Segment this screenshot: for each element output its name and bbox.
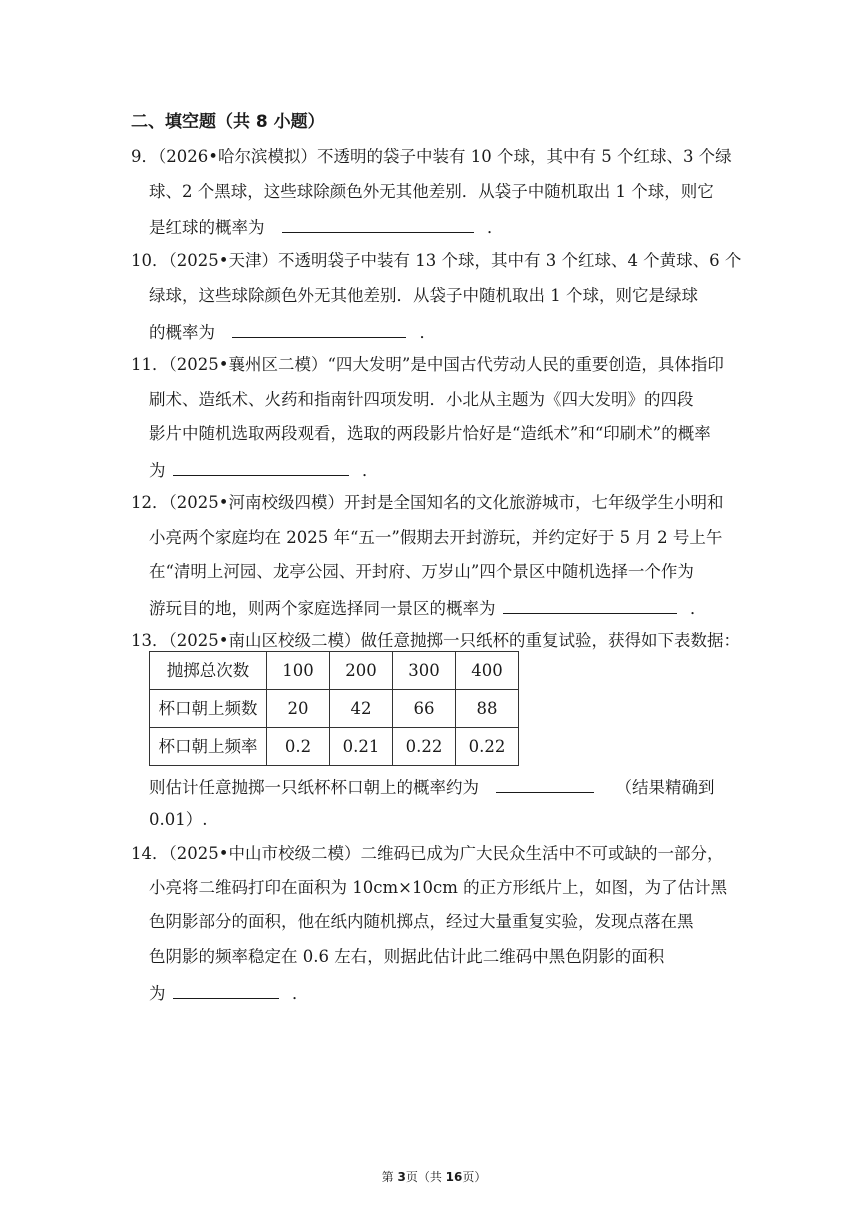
footer-total-pages: 16 bbox=[445, 1170, 463, 1184]
q12-period: ． bbox=[690, 599, 707, 618]
section-title: 二、填空题（共 8 小题） bbox=[131, 112, 325, 132]
table-cell: 0.22 bbox=[456, 728, 519, 766]
table-cell: 0.2 bbox=[267, 728, 330, 766]
q12-line-4 bbox=[149, 595, 707, 621]
table-cell: 88 bbox=[456, 690, 519, 728]
q9-line-3-text: 是红球的概率为 bbox=[149, 218, 265, 237]
q10-line-1: 10．（2025•天津）不透明袋子中装有 13 个球，其中有 3 个红球、4 个黄球、6 个 bbox=[131, 251, 742, 270]
q13-precision-note: （结果精确到 bbox=[615, 778, 715, 797]
table-cell: 20 bbox=[267, 690, 330, 728]
q11-line-2: 刷术、造纸术、火药和指南针四项发明．小北从主题为《四大发明》的四段 bbox=[149, 390, 694, 409]
q11-line-3: 影片中随机选取两段观看，选取的两段影片恰好是“造纸术”和“印刷术”的概率 bbox=[149, 424, 711, 443]
q11-line-1: 11．（2025•襄州区二模）“四大发明”是中国古代劳动人民的重要创造，具体指印 bbox=[131, 355, 724, 374]
q14-period: ． bbox=[292, 984, 309, 1003]
q11-period: ． bbox=[362, 461, 379, 480]
table-cell: 100 bbox=[267, 652, 330, 690]
q12-line-4-text: 游玩目的地，则两个家庭选择同一景区的概率为 bbox=[149, 599, 496, 618]
q9-answer-blank[interactable] bbox=[282, 214, 474, 233]
table-cell: 66 bbox=[393, 690, 456, 728]
footer-prefix: 第 bbox=[381, 1170, 398, 1184]
q10-answer-blank[interactable] bbox=[232, 319, 406, 338]
q11-line-4-text: 为 bbox=[149, 461, 166, 480]
q10-line-2: 绿球，这些球除颜色外无其他差别．从袋子中随机取出 1 个球，则它是绿球 bbox=[149, 286, 698, 305]
q14-line-2: 小亮将二维码打印在面积为 10cm×10cm 的正方形纸片上，如图，为了估计黑 bbox=[149, 878, 728, 897]
cup-toss-table bbox=[149, 651, 519, 766]
q10-period: ． bbox=[419, 323, 436, 342]
q12-line-3: 在“清明上河园、龙亭公园、开封府、万岁山”四个景区中随机选择一个作为 bbox=[149, 562, 694, 581]
footer-suffix: 页） bbox=[462, 1170, 487, 1184]
table-cell: 42 bbox=[330, 690, 393, 728]
table-cell: 0.22 bbox=[393, 728, 456, 766]
footer-page-number: 3 bbox=[397, 1170, 406, 1184]
q12-line-1: 12．（2025•河南校级四模）开封是全国知名的文化旅游城市，七年级学生小明和 bbox=[131, 493, 724, 512]
footer-middle: 页（共 bbox=[405, 1170, 446, 1184]
page-footer bbox=[0, 1168, 868, 1185]
q14-line-5 bbox=[149, 980, 309, 1006]
q11-line-4 bbox=[149, 457, 379, 483]
table-row-header: 杯口朝上频率 bbox=[150, 728, 267, 766]
q13-line-2 bbox=[149, 774, 715, 800]
table-row bbox=[150, 690, 519, 728]
q10-line-3 bbox=[149, 319, 436, 345]
q9-line-2: 球、2 个黑球，这些球除颜色外无其他差别．从袋子中随机取出 1 个球，则它 bbox=[149, 182, 714, 201]
table-row bbox=[150, 652, 519, 690]
q13-answer-blank[interactable] bbox=[496, 774, 594, 793]
table-cell: 300 bbox=[393, 652, 456, 690]
q13-line-1: 13．（2025•南山区校级二模）做任意抛掷一只纸杯的重复试验，获得如下表数据： bbox=[131, 631, 740, 650]
q14-answer-blank[interactable] bbox=[173, 980, 279, 999]
q10-line-3-text: 的概率为 bbox=[149, 323, 215, 342]
q14-line-5-text: 为 bbox=[149, 984, 166, 1003]
q12-answer-blank[interactable] bbox=[503, 595, 677, 614]
q13-line-2-text: 则估计任意抛掷一只纸杯杯口朝上的概率约为 bbox=[149, 778, 479, 797]
q13-line-3: 0.01）. bbox=[149, 810, 208, 829]
q12-line-2: 小亮两个家庭均在 2025 年“五一”假期去开封游玩，并约定好于 5 月 2 号上午 bbox=[149, 528, 723, 547]
q14-line-4: 色阴影的频率稳定在 0.6 左右，则据此估计此二维码中黑色阴影的面积 bbox=[149, 947, 665, 966]
table-row-header: 杯口朝上频数 bbox=[150, 690, 267, 728]
q14-line-3: 色阴影部分的面积，他在纸内随机掷点，经过大量重复实验，发现点落在黑 bbox=[149, 912, 694, 931]
q14-line-1: 14．（2025•中山市校级二模）二维码已成为广大民众生活中不可或缺的一部分， bbox=[131, 844, 724, 863]
q9-line-1: 9．（2026•哈尔滨模拟）不透明的袋子中装有 10 个球，其中有 5 个红球、3 个绿 bbox=[131, 147, 732, 166]
table-cell: 400 bbox=[456, 652, 519, 690]
table-cell: 0.21 bbox=[330, 728, 393, 766]
q9-period: ． bbox=[487, 218, 504, 237]
table-row-header: 抛掷总次数 bbox=[150, 652, 267, 690]
table-cell: 200 bbox=[330, 652, 393, 690]
q9-line-3 bbox=[149, 214, 504, 240]
q11-answer-blank[interactable] bbox=[173, 457, 349, 476]
table-row bbox=[150, 728, 519, 766]
